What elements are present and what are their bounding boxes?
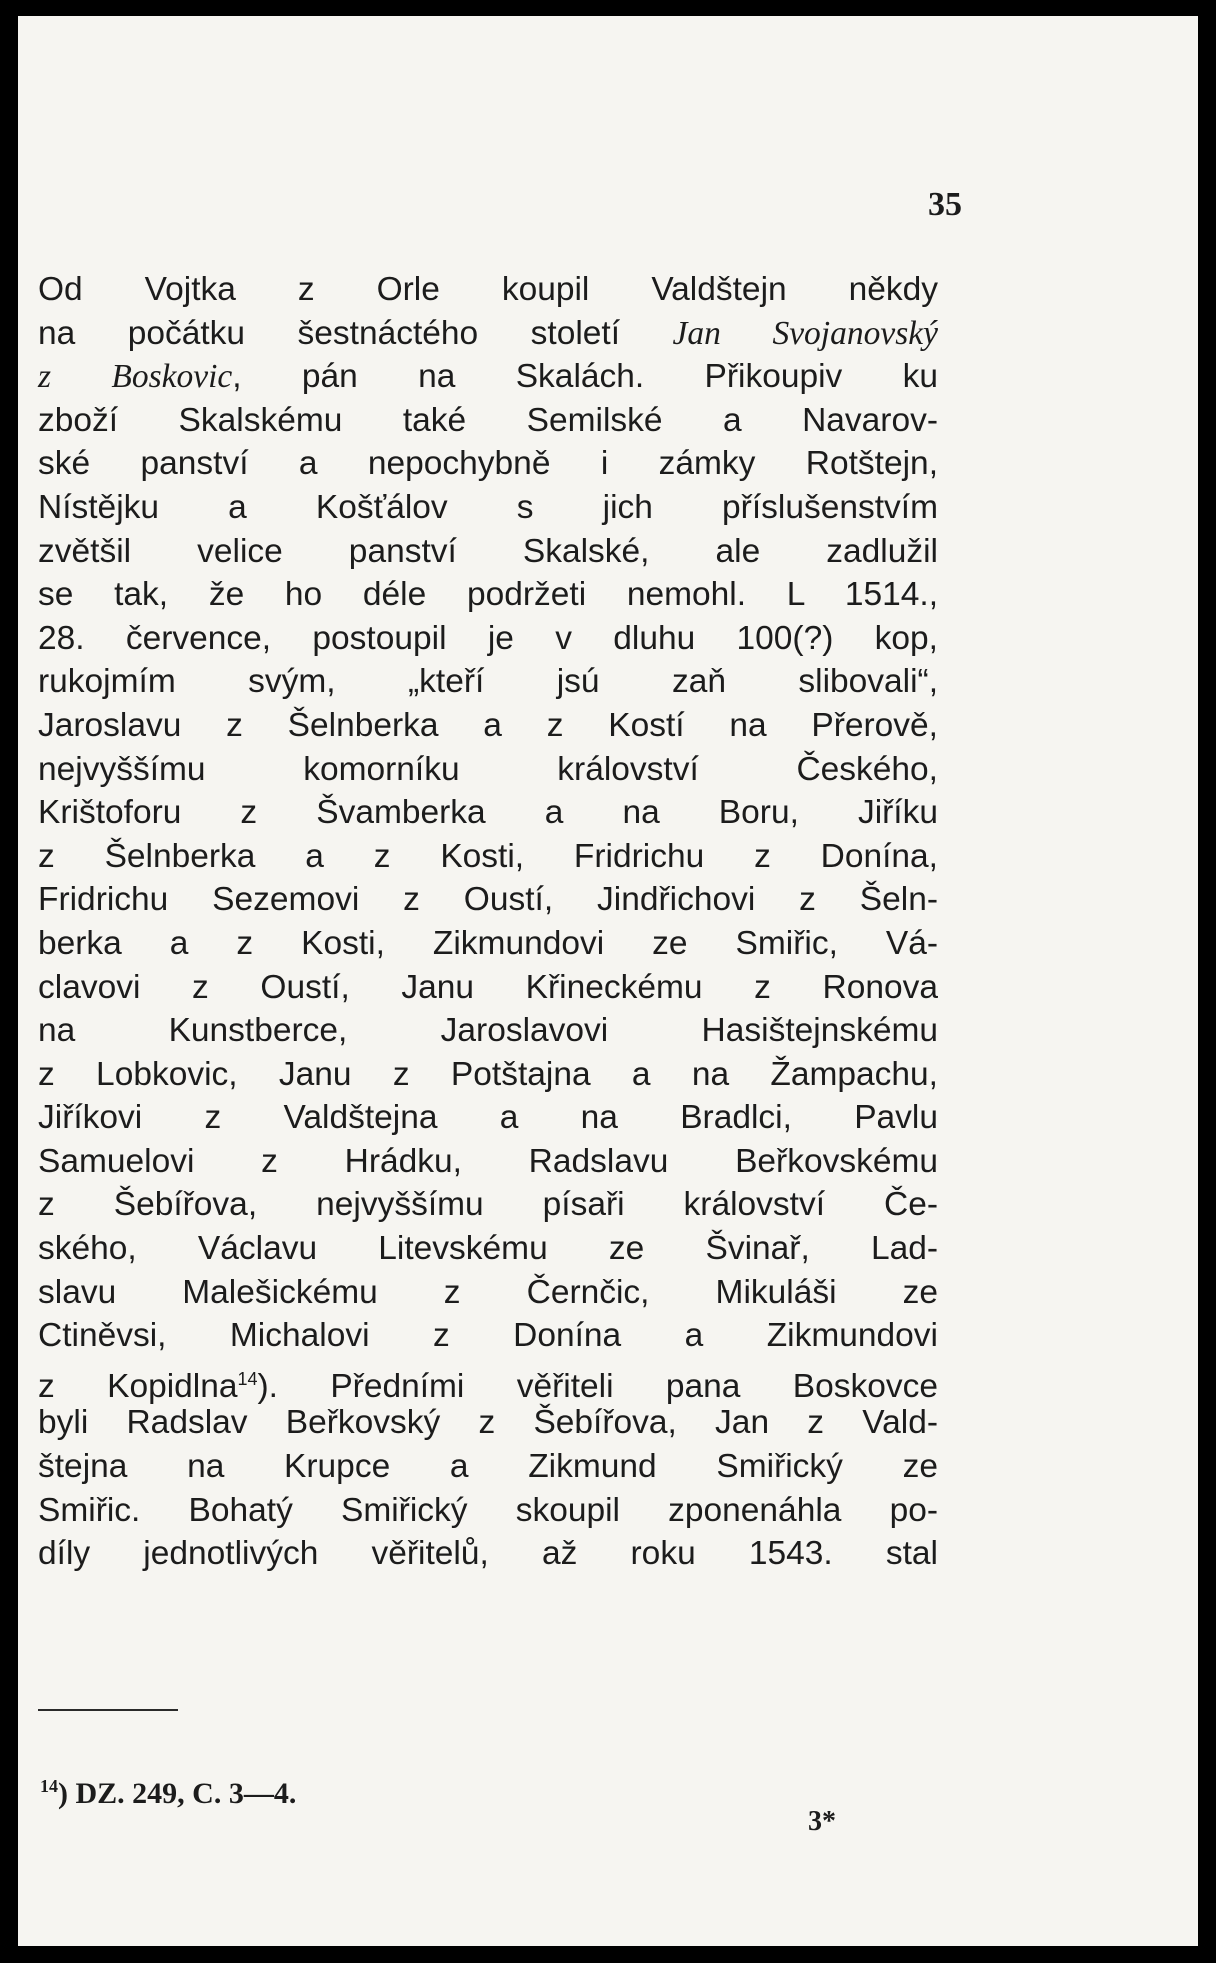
text-line: berka a z Kosti, Zikmundovi ze Smiřic, Vá- (38, 924, 938, 962)
text-line: Ctiněvsi, Michalovi z Donína a Zikmundovi (38, 1317, 938, 1355)
footnote-marker: 14 (40, 1776, 58, 1796)
text-line: Nístějku a Košťálov s jich příslušenstvím (38, 488, 938, 526)
footnote-reference: 14 (237, 1368, 258, 1389)
text-line: nejvyššímu komorníku království Českého, (38, 750, 938, 788)
text-line: 28. července, postoupil je v dluhu 100(?) kop, (38, 619, 938, 657)
text-fragment: na počátku šestnáctého století (38, 314, 621, 352)
text-line: z Lobkovic, Janu z Potštajna a na Žampachu, (38, 1055, 938, 1093)
text-fragment: z (38, 358, 52, 396)
text-line: zboží Skalskému také Semilské a Navarov- (38, 401, 938, 439)
printer-signature-mark: 3* (808, 1806, 836, 1837)
text-line: se tak, že ho déle podržeti nemohl. L 1514., (38, 576, 938, 614)
text-line (38, 355, 938, 399)
text-line: na Kunstberce, Jaroslavovi Hasištejnskému (38, 1012, 938, 1050)
text-line: z Šelnberka a z Kosti, Fridrichu z Donína, (38, 837, 938, 875)
text-line: slavu Malešickému z Černčic, Mikuláši ze (38, 1273, 938, 1311)
text-fragment: ). Předními věřiteli pana Boskovce (257, 1368, 938, 1405)
text-line: rukojmím svým, „kteří jsú zaň slibovali“, (38, 663, 938, 701)
text-line: Jiříkovi z Valdštejna a na Bradlci, Pavlu (38, 1099, 938, 1137)
text-line: Krištoforu z Švamberka a na Boru, Jiříku (38, 794, 938, 832)
page-number: 35 (928, 186, 962, 223)
text-fragment: Boskovic (111, 358, 233, 396)
body-text (38, 268, 938, 1576)
footnote-text: ) DZ. 249, C. 3—4. (58, 1777, 297, 1810)
text-line: z Šebířova, nejvyššímu písaři království Če- (38, 1186, 938, 1224)
book-page (18, 16, 1198, 1946)
text-line: Smiřic. Bohatý Smiřický skoupil zponenáhla po- (38, 1491, 938, 1529)
text-line: díly jednotlivých věřitelů, až roku 1543. stal (38, 1535, 938, 1573)
text-fragment: , pán na Skalách. Přikoupiv ku (232, 358, 938, 396)
text-line: štejna na Krupce a Zikmund Smiřický ze (38, 1448, 938, 1486)
text-line: clavovi z Oustí, Janu Křineckému z Ronova (38, 968, 938, 1006)
text-line: Jaroslavu z Šelnberka a z Kostí na Přerově, (38, 706, 938, 744)
text-line: byli Radslav Beřkovský z Šebířova, Jan z Vald- (38, 1404, 938, 1442)
text-line: Samuelovi z Hrádku, Radslavu Beřkovskému (38, 1142, 938, 1180)
text-line: zvětšil velice panství Skalské, ale zadlužil (38, 532, 938, 570)
text-line (38, 1358, 938, 1405)
text-line: Fridrichu Sezemovi z Oustí, Jindřichovi z Šeln- (38, 881, 938, 919)
italic-name: Jan Svojanovský (672, 314, 939, 352)
footnote-divider (38, 1709, 178, 1711)
text-line: Od Vojtka z Orle koupil Valdštejn někdy (38, 271, 938, 308)
text-line (38, 312, 938, 356)
text-fragment: z Kopidlna (38, 1368, 238, 1405)
text-line: ské panství a nepochybně i zámky Rotštejn, (38, 445, 938, 483)
text-line: ského, Václavu Litevskému ze Švinař, Lad- (38, 1230, 938, 1268)
footnote (40, 1776, 296, 1811)
